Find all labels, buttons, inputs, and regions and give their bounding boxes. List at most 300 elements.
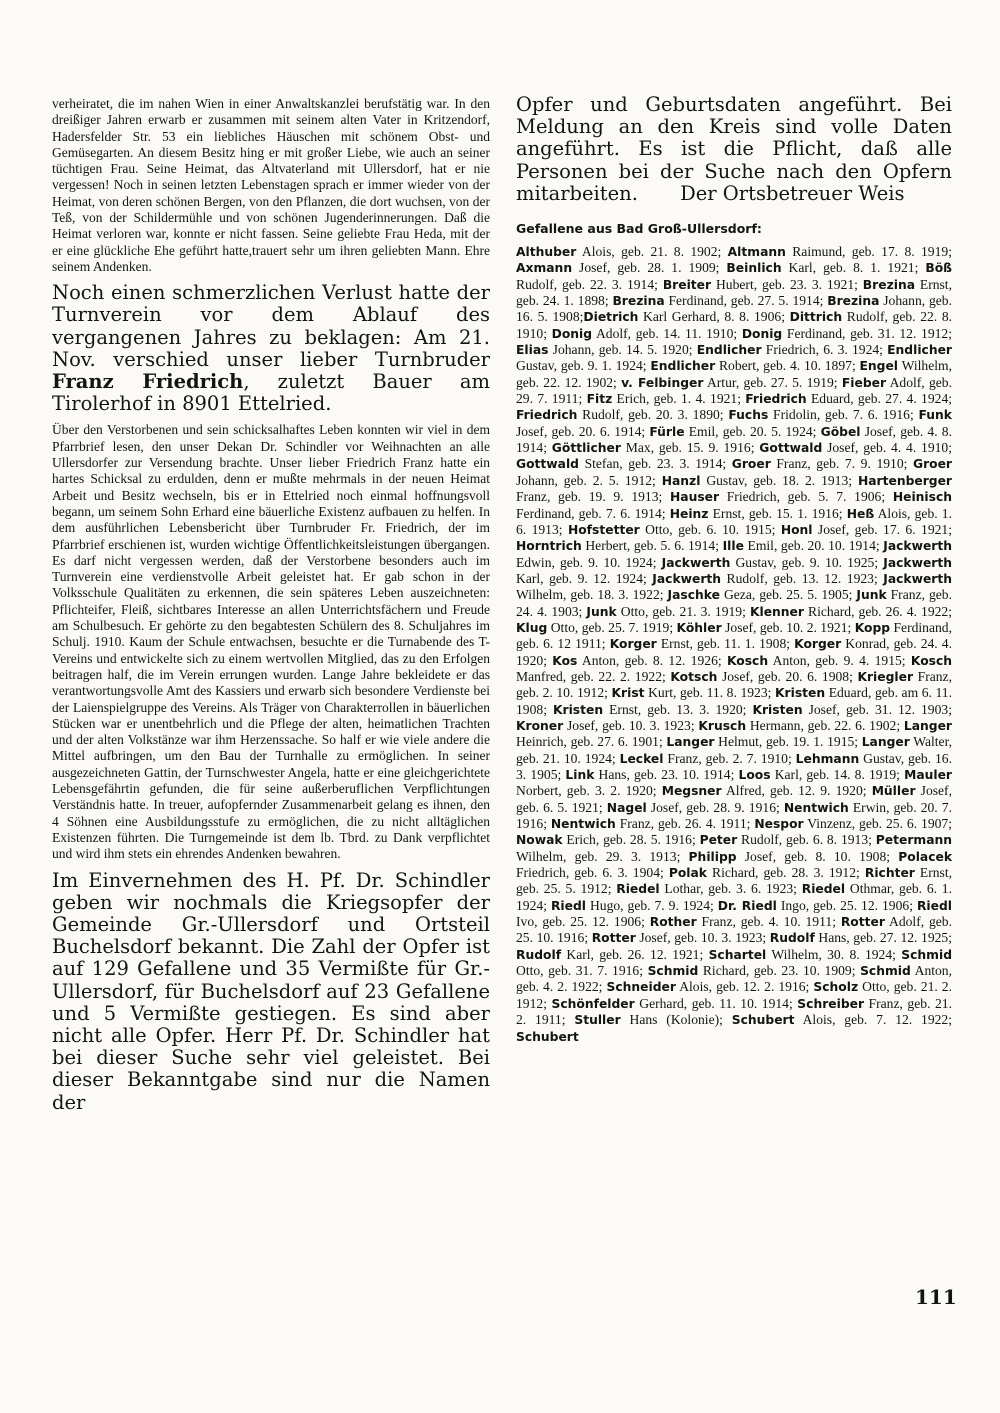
fallen-details: Ernst, geb. 11. 1. 1908; — [656, 636, 795, 652]
fallen-surname: Kosch — [910, 653, 952, 668]
fallen-entry — [677, 620, 855, 635]
fallen-entry — [652, 571, 883, 586]
fallen-surname: Kroner — [516, 718, 564, 733]
fallen-surname: Böß — [925, 261, 953, 276]
fallen-details: Franz, geb. 26. 4. 1911; — [615, 816, 755, 832]
fallen-surname: Nentwich — [783, 800, 849, 815]
fallen-entry — [607, 979, 814, 994]
fallen-surname: Kosch — [726, 653, 769, 668]
fallen-surname: Megsner — [661, 784, 722, 799]
fallen-entry — [612, 685, 776, 700]
fallen-details: Franz, geb. 2. 7. 1910; — [663, 750, 796, 766]
fallen-surname: Axmann — [516, 261, 573, 276]
fallen-surname: Riedel — [616, 882, 660, 897]
fallen-details: Kurt, geb. 11. 8. 1923; — [644, 685, 776, 701]
fallen-surname: Kopp — [854, 620, 891, 635]
fallen-surname: Link — [565, 768, 595, 783]
fallen-surname: Petermann — [875, 833, 953, 848]
fallen-entry — [586, 604, 750, 619]
left-column — [52, 96, 490, 1114]
fallen-details: Otto, geb. 21. 3. 1919; — [616, 603, 750, 619]
fallen-details: Richard, geb. 23. 10. 1909; — [698, 963, 861, 979]
fallen-entry — [516, 538, 723, 553]
fallen-entry — [670, 669, 857, 684]
fallen-details: Raimund, geb. 17. 8. 1919; — [785, 244, 952, 260]
fallen-surname: Brezina — [827, 294, 880, 309]
fallen-details: Friedrich, 6. 3. 1924; — [761, 342, 888, 358]
fallen-details: Hugo, geb. 7. 9. 1924; — [585, 897, 718, 913]
fallen-entry — [662, 473, 858, 488]
fallen-details: Franz, geb. 19. 9. 1913; — [516, 489, 670, 505]
fallen-details: Karl, geb. 26. 12. 1921; — [561, 946, 709, 962]
fallen-entry — [516, 718, 698, 733]
fallen-surname: Philipp — [688, 849, 737, 864]
intro-continued-text: Opfer und Geburtsdaten angeführt. Bei Meldung an den Kreis sind volle Daten angeführt. Es ist die Pflicht, daß alle Personen bei der Suche nach den Opfern mitarbeiten. — [516, 93, 952, 205]
fallen-surname: Gottwald — [516, 457, 579, 472]
fallen-details: Anton, geb. 9. 4. 1915; — [768, 652, 911, 668]
fallen-surname: Müller — [871, 784, 916, 799]
fallen-surname: Polak — [668, 866, 707, 881]
fallen-details: Ernst, geb. 24. 1. 1898; — [516, 276, 952, 309]
fallen-surname: Peter — [699, 833, 738, 848]
fallen-surname: Heinisch — [892, 490, 952, 505]
fallen-details: Franz, geb. 24. 4. 1903; — [516, 587, 952, 619]
fallen-surname: Hartenberger — [857, 473, 952, 488]
fallen-entry — [697, 342, 887, 357]
fallen-entry — [709, 947, 902, 962]
fallen-details: Fridolin, geb. 7. 6. 1916; — [768, 407, 919, 423]
fallen-entry — [552, 996, 798, 1011]
fallen-surname: Dr. Riedl — [717, 898, 777, 913]
fallen-details: Josef, geb. 20. 6. 1908; — [717, 668, 858, 684]
fallen-details: Hans (Kolonie); — [620, 1012, 732, 1028]
fallen-details: Rudolf, geb. 6. 8. 1913; — [737, 832, 876, 848]
fallen-details: Alois, geb. 21. 8. 1902; — [576, 244, 728, 260]
war-victims-intro: Im Einvernehmen des H. Pf. Dr. Schindler geben wir nochmals die Kriegsopfer der Gemeinde Gr.-Ullersdorf und Ortsteil Buchelsdorf bekannt. Die Zahl der Opfer ist auf 129 Gefallene und 35 Vermißte für Gr.-Ullersdorf, für Buchelsdorf auf 23 Gefallene und 5 Vermißte gestiegen. Es sind aber nicht alle Opfer. Herr Pf. Dr. Schindler hat bei dieser Suche sehr viel geleistet. Bei dieser Bekanntgabe sind nur die Namen der — [52, 868, 490, 1114]
fallen-entry — [698, 718, 904, 733]
fallen-surname: Schubert — [516, 1029, 579, 1044]
fallen-surname: Jackwerth — [883, 539, 952, 554]
fallen-entry — [568, 522, 781, 537]
fallen-details: Geza, geb. 25. 5. 1905; — [719, 587, 857, 603]
fallen-entry — [516, 244, 728, 259]
fallen-entry — [612, 293, 827, 308]
fallen-surname: Nagel — [606, 800, 647, 815]
fallen-list — [516, 244, 952, 1045]
fallen-surname: Lehmann — [795, 751, 860, 766]
fallen-details: Alois, geb. 7. 12. 1922; — [794, 1012, 953, 1028]
fallen-entry — [607, 800, 784, 815]
fallen-details: Robert, geb. 4. 10. 1897; — [715, 358, 860, 374]
fallen-surname: Korger — [609, 637, 657, 652]
fallen-details: Adolf, geb. 14. 11. 1910; — [592, 325, 742, 341]
fallen-details: Adolf, geb. 25. 10. 1916; — [516, 914, 952, 946]
fallen-surname: Jackwerth — [661, 555, 731, 570]
fallen-entry — [781, 522, 952, 537]
fallen-entry — [620, 751, 796, 766]
fallen-entry — [610, 636, 794, 651]
fallen-surname: Altmann — [727, 245, 786, 260]
fallen-details: Wilhelm, 30. 8. 1924; — [766, 946, 902, 962]
fallen-surname: Schönfelder — [551, 996, 635, 1011]
fallen-details: Hans, geb. 27. 12. 1925; — [814, 930, 952, 946]
fallen-surname: Dittrich — [789, 310, 843, 325]
fallen-surname: Schneider — [606, 980, 676, 995]
fallen-surname: Gottwald — [759, 441, 823, 456]
fallen-surname: Schartel — [708, 947, 767, 962]
fallen-details: Herbert, geb. 5. 6. 1914; — [581, 538, 723, 554]
fallen-details: Gustav, geb. 9. 1. 1924; — [516, 358, 651, 374]
fallen-surname: Kristen — [752, 702, 803, 717]
fallen-entry — [728, 407, 918, 422]
fallen-details: Josef, geb. 10. 3. 1923; — [635, 930, 770, 946]
fallen-details: Josef, geb. 4. 4. 1910; — [822, 440, 952, 456]
fallen-entry — [592, 930, 770, 945]
fallen-details: Josef, geb. 10. 2. 1921; — [721, 619, 855, 635]
fallen-surname: Friedrich — [516, 408, 578, 423]
fallen-details: Franz, geb. 7. 9. 1910; — [770, 456, 913, 472]
fallen-entry — [742, 326, 952, 341]
fallen-details: Friedrich, geb. 6. 3. 1904; — [516, 865, 669, 881]
fallen-surname: Loos — [738, 768, 771, 783]
fallen-entry — [728, 244, 952, 259]
fallen-surname: Langer — [861, 735, 910, 750]
fallen-details: Wilhelm, geb. 22. 12. 1902; — [516, 358, 952, 390]
fallen-entry — [726, 260, 925, 275]
fallen-surname: Jackwerth — [883, 555, 952, 570]
fallen-entry — [516, 947, 709, 962]
fallen-surname: Kotsch — [670, 669, 718, 684]
fallen-details: Rudolf, geb. 13. 12. 1923; — [721, 570, 884, 586]
fallen-entry — [516, 456, 732, 471]
fallen-details: Otto, geb. 25. 7. 1919; — [547, 619, 677, 635]
obituary-paragraph-1: verheiratet, die im nahen Wien in einer Anwaltskanzlei berufstätig war. In den dreißiger Jahren erwarb er zusammen mit seinem alten Vater in Kritzendorf, Hadersfelder Str. 53 ein liebliches Häuschen mit schönem Obst- und Gemüsegarten. An diesem Besitz hing er mit großer Liebe, wie auch an seiner tüchtigen Frau. Seine Heimat, das Altvaterland mit Ullersdorf, hat er nie vergessen! Noch in seinen letzten Lebenstagen sprach er immer wieder von der Heimat, von deren schönen Bergen, von den Pflanzen, die dort wuchsen, von der Teß, von der Schildermühle und von schönen Jugenderinnerungen. Daß die Heimat verloren war, konnte er nicht fassen. Seine geliebte Frau Heda, mit der er eine glückliche Ehe geführt hatte,trauert sehr um ihren geliebten Mann. Ehre seinem Andenken. — [52, 96, 490, 274]
fallen-entry — [662, 783, 872, 798]
fallen-details: Rudolf, geb. 20. 3. 1890; — [577, 407, 729, 423]
fallen-details: Josef, geb. 20. 6. 1914; — [516, 423, 650, 439]
fallen-details: Gerhard, geb. 11. 10. 1914; — [634, 995, 798, 1011]
fallen-details: Lothar, geb. 3. 6. 1923; — [659, 881, 802, 897]
fallen-surname: Endlicher — [650, 359, 716, 374]
fallen-surname: Richter — [864, 866, 915, 881]
fallen-details: Vinzenz, geb. 25. 6. 1907; — [803, 816, 952, 832]
fallen-surname: Schmid — [901, 947, 952, 962]
fallen-entry — [727, 653, 911, 668]
fallen-details: Eduard, geb. 27. 4. 1924; — [806, 391, 953, 407]
fallen-entry — [650, 914, 841, 929]
fallen-details: Alois, geb. 12. 2. 1916; — [675, 979, 814, 995]
fallen-entry — [516, 407, 728, 422]
fallen-surname: Horntrich — [516, 539, 582, 554]
fallen-details: Ingo, geb. 25. 12. 1906; — [776, 897, 917, 913]
fallen-details: Franz, geb. 4. 10. 1911; — [696, 914, 841, 930]
fallen-details: Ferdinand, geb. 31. 12. 1912; — [782, 325, 952, 341]
fallen-entry — [552, 653, 727, 668]
fallen-surname: Schmid — [647, 964, 699, 979]
fallen-details: Gustav, geb. 16. 3. 1905; — [516, 750, 952, 783]
fallen-surname: Endlicher — [696, 343, 762, 358]
fallen-surname: Groer — [731, 457, 771, 472]
fallen-surname: Nowak — [516, 833, 563, 848]
fallen-details: Richard, geb. 26. 4. 1922; — [803, 603, 952, 619]
fallen-details: Alfred, geb. 12. 9. 1920; — [721, 783, 872, 799]
fallen-details: Franz, geb. 21. 2. 1911; — [516, 995, 952, 1028]
fallen-details: Ernst, geb. 25. 5. 1912; — [516, 865, 952, 897]
announcement-text-end: , zuletzt Bauer am Tirolerhof in 8901 Ettelried. — [52, 370, 490, 416]
fallen-surname: Schubert — [731, 1013, 795, 1028]
fallen-list-title: Gefallene aus Bad Groß-Ullersdorf: — [516, 221, 762, 237]
fallen-surname: Rother — [649, 915, 697, 930]
fallen-details: Ernst, geb. 13. 3. 1920; — [603, 701, 753, 717]
fallen-surname: Hofstetter — [567, 522, 640, 537]
fallen-details: Karl, geb. 9. 12. 1924; — [516, 570, 653, 586]
fallen-surname: Fieber — [841, 375, 887, 390]
fallen-details: Max, geb. 15. 9. 1916; — [620, 440, 760, 456]
fallen-entry — [670, 489, 893, 504]
fallen-details: Artur, geb. 27. 5. 1919; — [703, 374, 842, 390]
fallen-details: Rudolf, geb. 22. 3. 1914; — [516, 276, 663, 292]
fallen-details: Helmut, geb. 19. 1. 1915; — [714, 734, 862, 750]
fallen-surname: Schmid — [860, 964, 911, 979]
turnverein-announcement — [52, 282, 490, 415]
fallen-surname: v. Felbinger — [621, 375, 704, 390]
fallen-entry — [583, 309, 789, 324]
announcement-text-start: Noch einen schmerzlichen Verlust hatte der Turnverein vor dem Ablauf des vergangenen Jahres zu beklagen: Am 21. Nov. verschied unser lieber Turnbruder — [52, 281, 490, 371]
fallen-surname: Hanzl — [661, 473, 701, 488]
fallen-entry — [662, 555, 884, 570]
fallen-entry — [745, 391, 952, 406]
fallen-surname: Rotter — [840, 915, 885, 930]
fallen-surname: Klenner — [749, 604, 804, 619]
fallen-surname: Polacek — [898, 849, 953, 864]
fallen-surname: Langer — [666, 735, 715, 750]
fallen-surname: Heß — [846, 506, 875, 521]
fallen-details: Karl Gerhard, 8. 8. 1906; — [638, 309, 790, 325]
fallen-surname: Riedl — [916, 898, 952, 913]
fallen-entry — [750, 604, 952, 619]
fallen-entry — [516, 620, 677, 635]
fallen-entry — [718, 898, 917, 913]
right-column — [516, 94, 952, 1045]
fallen-entry — [700, 832, 876, 847]
fallen-details: Ivo, geb. 25. 12. 1906; — [516, 914, 650, 930]
fallen-details: Alois, geb. 1. 6. 1913; — [516, 505, 952, 537]
fallen-surname: Göttlicher — [551, 441, 621, 456]
fallen-entry — [752, 702, 952, 717]
fallen-details: Hans, geb. 23. 10. 1914; — [594, 767, 739, 783]
fallen-surname: Klug — [516, 620, 548, 635]
fallen-surname: Friedrich — [745, 392, 807, 407]
fallen-details: Manfred, geb. 22. 2. 1922; — [516, 668, 671, 684]
fallen-entry — [552, 440, 760, 455]
fallen-entry — [668, 587, 857, 602]
fallen-entry — [666, 734, 861, 749]
fallen-details: Othmar, geb. 6. 1. 1924; — [516, 881, 952, 913]
fallen-details: Emil, geb. 20. 10. 1914; — [743, 538, 884, 554]
fallen-surname: Stuller — [574, 1013, 621, 1028]
fallen-surname: Engel — [859, 359, 899, 374]
war-victims-intro-continued — [516, 94, 952, 205]
fallen-details: Adolf, geb. 29. 7. 1911; — [516, 374, 953, 407]
fallen-entry — [663, 277, 863, 292]
fallen-details: Karl, geb. 8. 1. 1921; — [781, 260, 926, 276]
fallen-details: Stefan, geb. 23. 3. 1914; — [578, 456, 732, 472]
fallen-details: Josef, geb. 17. 6. 1921; — [812, 521, 952, 537]
fallen-entry — [516, 342, 697, 357]
fallen-entry — [621, 375, 842, 390]
fallen-details: Emil, geb. 20. 5. 1924; — [684, 423, 821, 439]
fallen-entry — [565, 767, 738, 782]
fallen-details: Gustav, geb. 18. 2. 1913; — [700, 472, 858, 488]
fallen-details: Ferdinand, geb. 6. 12 1911; — [516, 619, 952, 652]
fallen-entry — [732, 1012, 952, 1027]
fallen-entry — [516, 832, 700, 847]
fallen-details: Erwin, geb. 20. 7. 1916; — [516, 799, 953, 832]
fallen-surname: Nespor — [754, 817, 804, 832]
fallen-surname: Riedl — [550, 898, 586, 913]
fallen-surname: Brezina — [612, 294, 665, 309]
fallen-entry — [739, 767, 905, 782]
fallen-surname: Riedel — [801, 882, 846, 897]
fallen-surname: Krist — [611, 686, 645, 701]
fallen-details: Josef, geb. 8. 10. 1908; — [736, 848, 899, 864]
fallen-surname: Rudolf — [769, 931, 815, 946]
fallen-details: Rudolf, geb. 22. 8. 1910; — [516, 309, 953, 341]
fallen-details: Ernst, geb. 15. 1. 1916; — [708, 505, 847, 521]
fallen-entry — [759, 440, 952, 455]
fallen-details: Anton, geb. 8. 12. 1926; — [577, 652, 727, 668]
fallen-details: Josef, geb. 28. 9. 1916; — [646, 799, 784, 815]
fallen-details: Hubert, geb. 23. 3. 1921; — [711, 276, 863, 292]
fallen-details: Johann, geb. 14. 5. 1920; — [548, 342, 697, 358]
fallen-entry — [516, 260, 726, 275]
fallen-details: Heinrich, geb. 27. 6. 1901; — [516, 734, 667, 750]
fallen-surname: Ille — [722, 539, 744, 554]
fallen-surname: Althuber — [516, 245, 577, 260]
fallen-entry — [516, 1029, 579, 1044]
fallen-details: Hermann, geb. 22. 6. 1902; — [746, 717, 904, 733]
fallen-details: Josef, geb. 28. 1. 1909; — [572, 260, 727, 276]
fallen-details: Wilhelm, geb. 29. 3. 1913; — [516, 848, 689, 864]
fallen-surname: Fuchs — [728, 408, 769, 423]
fallen-surname: Elias — [516, 343, 549, 358]
fallen-surname: Hauser — [669, 490, 720, 505]
fallen-surname: Rudolf — [516, 947, 562, 962]
fallen-surname: Groer — [912, 457, 952, 472]
fallen-details: Johann, geb. 2. 5. 1912; — [516, 472, 662, 488]
fallen-surname: Korger — [794, 637, 842, 652]
fallen-details: Friedrich, geb. 5. 7. 1906; — [719, 489, 893, 505]
fallen-surname: Rotter — [591, 931, 636, 946]
fallen-details: Josef, geb. 4. 8. 1914; — [516, 423, 952, 456]
fallen-surname: Jackwerth — [652, 571, 722, 586]
fallen-surname: Nentwich — [550, 817, 616, 832]
fallen-surname: Schreiber — [797, 996, 865, 1011]
fallen-surname: Jackwerth — [883, 571, 952, 586]
fallen-details: Richard, geb. 28. 3. 1912; — [706, 865, 865, 881]
deceased-name: Franz Friedrich — [52, 370, 244, 394]
fallen-entry — [616, 881, 801, 896]
fallen-details: Konrad, geb. 24. 4. 1920; — [516, 636, 953, 668]
fallen-entry — [648, 963, 861, 978]
fallen-details: Johann, geb. 16. 5. 1908; — [516, 293, 952, 325]
fallen-entry — [553, 702, 752, 717]
fallen-surname: Brezina — [862, 277, 915, 292]
fallen-surname: Kristen — [552, 702, 604, 717]
page-number: 111 — [915, 1285, 957, 1309]
fallen-surname: Krusch — [698, 718, 747, 733]
fallen-surname: Jaschke — [667, 588, 720, 603]
fallen-surname: Scholz — [813, 980, 859, 995]
fallen-details: Karl, geb. 14. 8. 1919; — [770, 767, 905, 783]
fallen-details: Ferdinand, geb. 27. 5. 1914; — [664, 293, 828, 309]
fallen-surname: Beinlich — [726, 261, 782, 276]
fallen-details: Erich, geb. 1. 4. 1921; — [612, 391, 746, 407]
fallen-details: Anton, geb. 4. 2. 1922; — [516, 963, 953, 995]
signature: Der Ortsbetreuer Weis — [680, 181, 905, 205]
fallen-surname: Endlicher — [887, 343, 952, 358]
fallen-surname: Dietrich — [583, 310, 639, 325]
fallen-details: Erich, geb. 28. 5. 1916; — [562, 832, 700, 848]
fallen-entry — [551, 816, 754, 831]
obituary-paragraph-2: Über den Verstorbenen und sein schicksalhaftes Leben konnten wir viel in dem Pfarrbrief lesen, den unser Dekan Dr. Schindler vor Weihnachten an alle Ullersdorfer zur Versendung brachte. Unser lieber Friedrich Franz hatte ein hartes Schicksal zu erdulden, denn er mußte mehrmals in der neuen Heimat Arbeit und Besitz wechseln, bis er in Ettelried noch einmal hoffnungsvoll begann, um seinem Sohn Erhard eine bäuerliche Existenz aufbauen zu helfen. In dem ausführlichen Lebensbericht über Turnbruder Fr. Friedrich, der im Pfarrbrief erschienen ist, wurden wichtige Öffentlichkeitsleistungen übergangen. Es darf nicht vergessen werden, daß der Verstorbene besonders auch im Turnverein eine verdienstvolle Arbeit geleistet hat. Er gab schon in der Volksschule Qualitäten zu erkennen, die sein späteres Leben auszeichneten: Pflichteifer, Fleiß, sichtbares Interesse an allen Unterrichtsfächern und Freude am Schulbesuch. Er gehörte zu den begabtesten Schülern des 8. Schuljahres im Schulj. 1910. Kaum der Schule entwachsen, besuchte er die Turnabende des T-Vereins und entwickelte sich zu einem wertvollen Mitglied, das zu den Erfolgen beitragen half, die im Verein errungen wurden. Lange Jahre bekleidete er das verantwortungsvolle Amt des Kassiers und erwarb sich besondere Verdienste bei der Laienspielgruppe des Vereins. Als Träger von Charakterrollen in bäuerlichen Stücken war er unentbehrlich und die Pflege der alten, heimatlichen Trachten und der alten Volkstänze war ihm Herzenssache. So half er wie viele andere die Mittel aufbringen, um den Bau der Turnhalle zu ermöglichen. In seiner ausgezeichneten Gattin, der Turnschwester Angela, hatte er eine gleichgerichtete Lebensgefährtin gefunden, die für seine außerberuflichen Verpflichtungen Verständnis hatte. In treuer, aufopfernder Zusammenarbeit gelang es ihnen, den 4 Söhnen eine Ausbildungsstufe zu ermöglichen, die zu nicht alltäglichen Existenzen führten. Die Turngemeinde ist dem lb. Tbrd. zu Dank verpflichtet und wird ihm stets ein ehrendes Andenken bewahren. — [52, 422, 490, 862]
fallen-entry — [669, 865, 865, 880]
fallen-details: Josef, geb. 31. 12. 1903; — [802, 701, 952, 717]
fallen-details: Franz, geb. 2. 10. 1912; — [516, 668, 952, 701]
fallen-details: Ferdinand, geb. 7. 6. 1914; — [516, 505, 670, 521]
fallen-details: Otto, geb. 21. 2. 1912; — [516, 979, 952, 1011]
fallen-surname: Göbel — [820, 424, 861, 439]
fallen-entry — [670, 506, 847, 521]
fallen-details: Walter, geb. 21. 10. 1924; — [516, 734, 952, 766]
fallen-details: Otto, geb. 6. 10. 1915; — [639, 521, 781, 537]
fallen-entry — [732, 456, 913, 471]
fallen-surname: Honl — [780, 522, 813, 537]
fallen-surname: Heinz — [669, 506, 709, 521]
fallen-details: Edwin, geb. 9. 10. 1924; — [516, 554, 662, 570]
fallen-details: Gustav, geb. 9. 10. 1925; — [730, 554, 884, 570]
fallen-surname: Funk — [918, 408, 952, 423]
fallen-entry — [551, 898, 718, 913]
fallen-details: Josef, geb. 6. 5. 1921; — [516, 783, 952, 815]
fallen-details: Eduard, geb. am 6. 11. 1908; — [516, 685, 952, 717]
fallen-surname: Junk — [856, 588, 887, 603]
fallen-surname: Köhler — [676, 620, 722, 635]
fallen-surname: Junk — [586, 604, 617, 619]
fallen-details: Norbert, geb. 3. 2. 1920; — [516, 783, 662, 799]
fallen-surname: Kriegler — [857, 669, 914, 684]
fallen-surname: Leckel — [619, 751, 664, 766]
fallen-surname: Fitz — [586, 392, 613, 407]
fallen-entry — [754, 816, 952, 831]
fallen-surname: Donig — [741, 326, 783, 341]
fallen-surname: Kos — [552, 653, 578, 668]
fallen-details: Otto, geb. 31. 7. 1916; — [516, 963, 648, 979]
fallen-details: Josef, geb. 10. 3. 1923; — [563, 717, 699, 733]
fallen-details: Wilhelm, geb. 18. 3. 1922; — [516, 587, 668, 603]
fallen-entry — [689, 849, 899, 864]
fallen-surname: Kristen — [775, 686, 826, 701]
fallen-entry — [574, 1012, 731, 1027]
fallen-surname: Langer — [903, 718, 953, 733]
fallen-entry — [587, 391, 746, 406]
fallen-entry — [650, 358, 859, 373]
fallen-surname: Mauler — [904, 768, 952, 783]
fallen-entry — [649, 424, 820, 439]
fallen-surname: Fürle — [649, 424, 685, 439]
fallen-entry — [552, 326, 742, 341]
fallen-surname: Donig — [551, 326, 593, 341]
